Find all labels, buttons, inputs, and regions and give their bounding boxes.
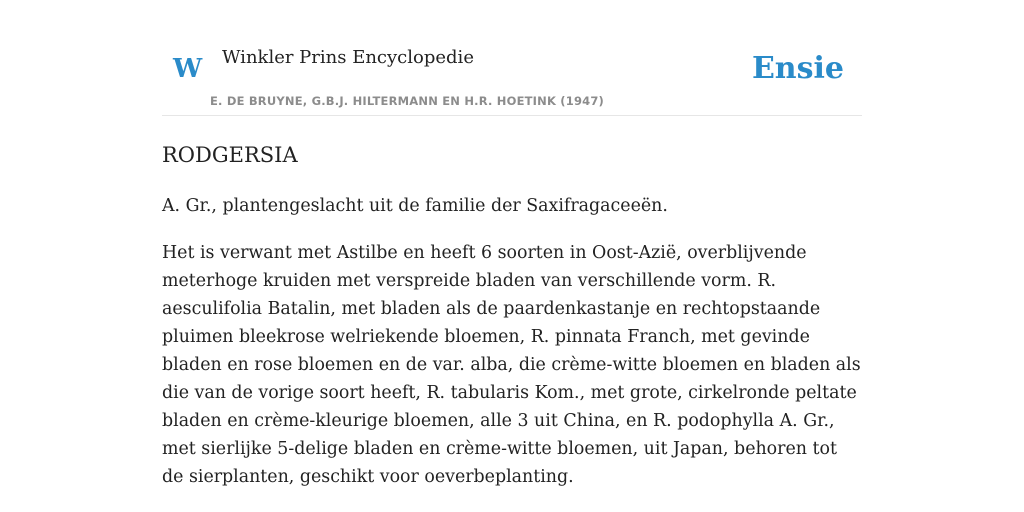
winkler-prins-logo-icon[interactable]: W bbox=[173, 54, 203, 84]
ensie-logo-link[interactable]: Ensie bbox=[751, 51, 844, 86]
entry-title: RODGERSIA bbox=[162, 143, 298, 167]
page bbox=[162, 0, 862, 487]
book-authors: E. DE BRUYNE, G.B.J. HILTERMANN EN H.R. HOETINK (1947) bbox=[210, 94, 605, 108]
entry-paragraph-2: Het is verwant met Astilbe en heeft 6 soorten in Oost-Azië, overblijvende meterhoge kruiden met verspreide bladen van verschillende vorm. R. aesculifolia Batalin, met bladen als de paardenkastanje en rechtopstaande pluimen bleekrose welriekende bloemen, R. pinnata Franch, met gevinde bladen en rose bloemen en de var. alba, die crème-witte bloemen en bladen als die van de vorige soort heeft, R. tabularis Kom., met grote, cirkelronde peltate bladen en crème-kleurige bloemen, alle 3 uit China, en R. podophylla A. Gr., met sierlijke 5-delige bladen en crème-witte bloemen, uit Japan, behoren tot de sierplanten, geschikt voor oeverbeplanting. bbox=[162, 243, 861, 487]
entry-paragraph-1: A. Gr., plantengeslacht uit de familie der Saxifragaceeën. bbox=[162, 196, 668, 216]
header bbox=[162, 0, 862, 116]
book-title[interactable]: Winkler Prins Encyclopedie bbox=[222, 47, 474, 68]
